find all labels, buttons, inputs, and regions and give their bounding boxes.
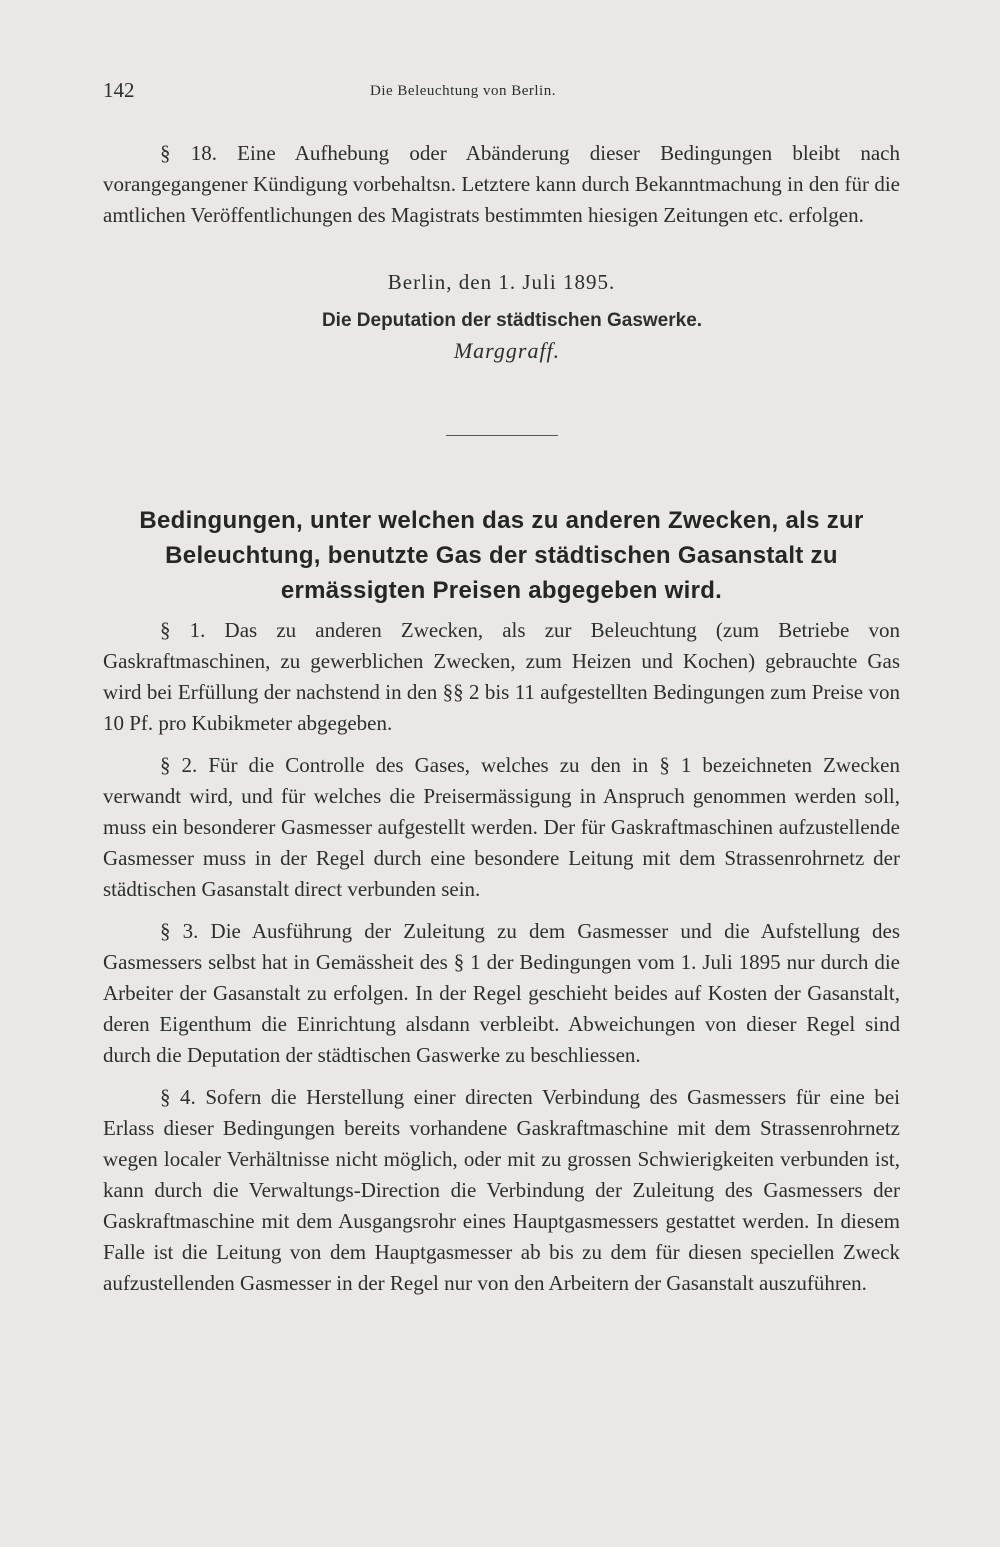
paragraph-1: § 1. Das zu anderen Zwecken, als zur Beleuchtung (zum Betriebe von Gaskraftmaschinen, zu gewerblichen Zwecken, zum Heizen und Kochen) gebrauchte Gas wird bei Erfüllung der nachstend in den §§ 2 bis 11 aufgestellten Bedingungen zum Preise von 10 Pf. pro Kubikmeter abgegeben. <box>103 618 900 735</box>
paragraph-2: § 2. Für die Controlle des Gases, welches zu den in § 1 bezeichneten Zwecken verwandt wird, und für welches die Preisermässigung in Anspruch genommen werden soll, muss ein besonderer Gasmesser aufgestellt werden. Der für Gaskraftmaschinen aufzustellende Gasmesser muss in der Regel durch eine besondere Leitung mit dem Strassenrohrnetz der städtischen Gasanstalt direct verbunden sein. <box>103 753 900 901</box>
date-line: Berlin, den 1. Juli 1895. <box>387 270 616 294</box>
section-heading: Bedingungen, unter welchen das zu anderen Zwecken, als zur Beleuchtung, benutzte Gas der städtischen Gasanstalt zu ermässigten Preisen abgegeben wird. <box>139 507 864 604</box>
running-title: Die Beleuchtung von Berlin. <box>370 83 556 99</box>
paragraph-4: § 4. Sofern die Herstellung einer directen Verbindung des Gasmessers für eine bei Erlass dieser Bedingungen bereits vorhandene Gaskraftmaschine mit dem Strassenrohrnetz wegen localer Verhältnisse nicht möglich, oder mit zu grossen Schwierigkeiten verbunden ist, kann durch die Verwaltungs-Direction die Verbindung der Zuleitung des Gasmessers der Gaskraftmaschine mit dem Ausgangsrohr eines Hauptgasmessers gestattet werden. In diesem Falle ist die Leitung von dem Hauptgasmesser ab bis zu dem für diesen speciellen Zweck aufzustellenden Gasmesser in der Regel nur von den Arbeitern der Gasanstalt auszuführen. <box>103 1085 900 1295</box>
section-divider <box>446 435 558 436</box>
paragraph-18: § 18. Eine Aufhebung oder Abänderung dieser Bedingungen bleibt nach vorangegangener Kündigung vorbehaltsn. Letztere kann durch Bekanntmachung in den für die amtlichen Veröffentlichungen des Magistrats bestimmten hiesigen Zeitungen etc. erfolgen. <box>103 141 900 227</box>
page-number: 142 <box>103 78 135 102</box>
deputation-name: Die Deputation der städtischen Gaswerke. <box>321 310 703 331</box>
section-body <box>103 615 900 1299</box>
signature: Marggraff. <box>453 338 561 363</box>
closing-section <box>103 138 900 231</box>
page-header <box>103 78 900 108</box>
paragraph-3: § 3. Die Ausführung der Zuleitung zu dem Gasmesser und die Aufstellung des Gasmessers selbst hat in Gemässheit des § 1 der Bedingungen vom 1. Juli 1895 nur durch die Arbeiter der Gasanstalt zu erfolgen. In der Regel geschieht beides auf Kosten der Gasanstalt, deren Eigenthum die Einrichtung alsdann verbleibt. Abweichungen von dieser Regel sind durch die Deputation der städtischen Gaswerke zu beschliessen. <box>103 919 900 1067</box>
